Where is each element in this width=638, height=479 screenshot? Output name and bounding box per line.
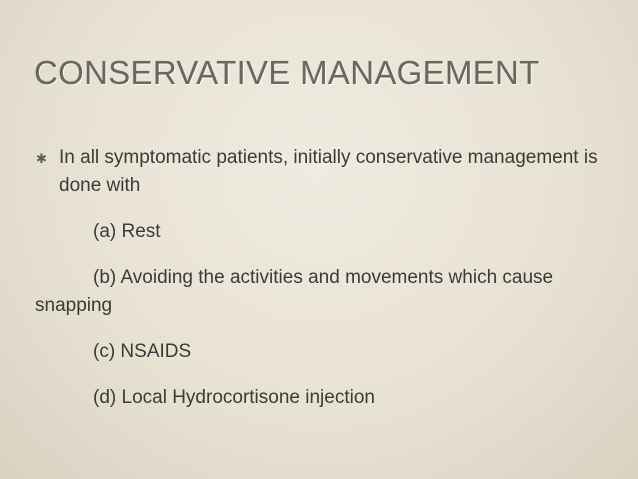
slide-title: CONSERVATIVE MANAGEMENT <box>34 54 540 91</box>
list-item-nsaids: (c) NSAIDS <box>93 341 192 362</box>
asterisk-bullet-icon: ✱ <box>36 151 47 166</box>
list-item-avoiding-activities: (b) Avoiding the activities and movements which cause snapping <box>35 267 554 316</box>
bullet-text: In all symptomatic patients, initially conservative management is done with <box>59 147 598 196</box>
bullet-item <box>35 144 605 200</box>
slide-body <box>35 144 605 412</box>
list-item-rest: (a) Rest <box>93 221 161 242</box>
list-item-hydrocortisone: (d) Local Hydrocortisone injection <box>93 387 375 408</box>
